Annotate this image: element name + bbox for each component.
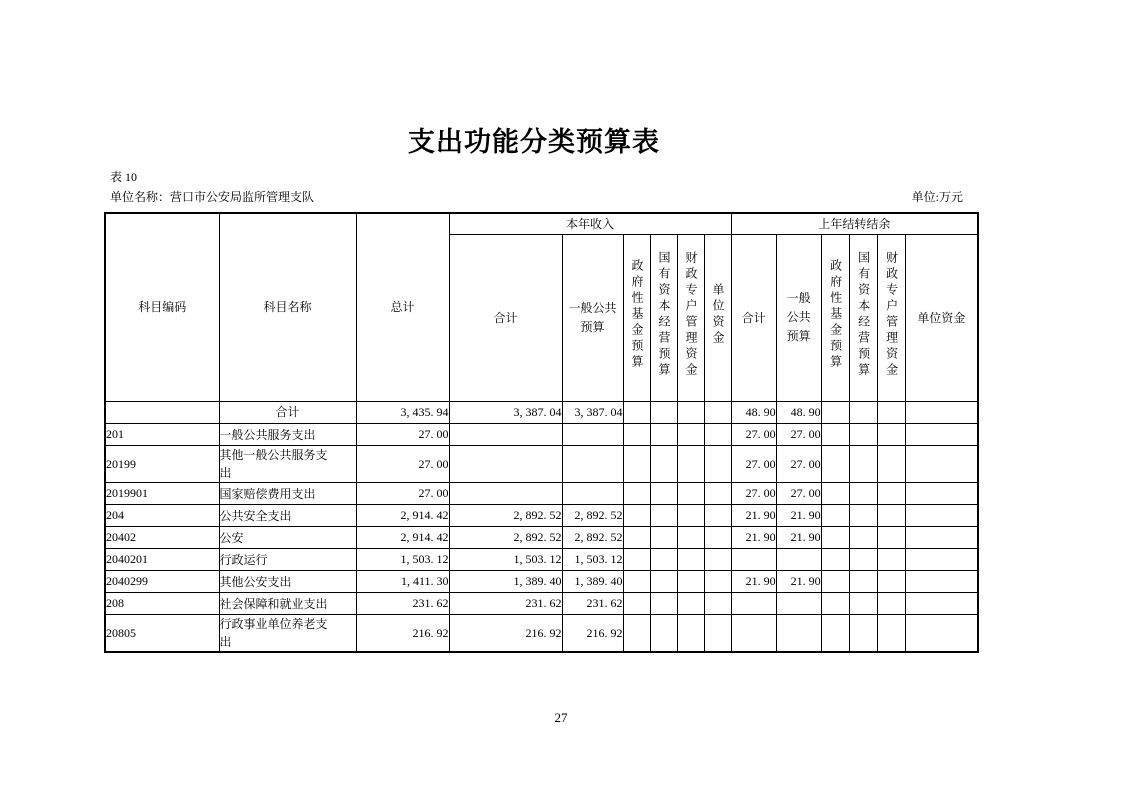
cell-name: 国家赔偿费用支出 <box>219 482 356 504</box>
cell-code: 2040299 <box>105 570 219 592</box>
cell-cur-general: 216. 92 <box>562 614 623 652</box>
cell-cur-gov-fund <box>623 504 650 526</box>
cell-prev-gov-fund <box>821 614 849 652</box>
cell-prev-unit-fund <box>905 570 978 592</box>
cell-prev-general <box>776 548 821 570</box>
cell-name: 其他一般公共服务支出 <box>219 445 356 482</box>
cell-prev-general: 21. 90 <box>776 570 821 592</box>
cell-cur-gov-fund <box>623 548 650 570</box>
cell-prev-gov-fund <box>821 526 849 548</box>
cell-name: 行政运行 <box>219 548 356 570</box>
cell-cur-fiscal-account <box>677 614 704 652</box>
cell-prev-unit-fund <box>905 548 978 570</box>
cell-cur-fiscal-account <box>677 548 704 570</box>
cell-prev-state-capital <box>849 401 877 423</box>
cell-prev-total: 21. 90 <box>731 570 776 592</box>
budget-table <box>104 212 979 653</box>
cell-prev-general <box>776 592 821 614</box>
cell-name: 合计 <box>219 401 356 423</box>
cell-prev-total: 27. 00 <box>731 445 776 482</box>
cell-code: 208 <box>105 592 219 614</box>
cell-name: 其他公安支出 <box>219 570 356 592</box>
table-row <box>105 482 978 504</box>
cell-cur-gov-fund <box>623 614 650 652</box>
cell-name: 社会保障和就业支出 <box>219 592 356 614</box>
cell-cur-fiscal-account <box>677 570 704 592</box>
cell-cur-total: 1, 503. 12 <box>449 548 562 570</box>
cell-cur-unit-fund <box>704 570 731 592</box>
cell-total: 231. 62 <box>356 592 449 614</box>
cell-cur-unit-fund <box>704 423 731 445</box>
document-title: 支出功能分类预算表 <box>408 127 660 157</box>
cell-code: 20199 <box>105 445 219 482</box>
cell-cur-fiscal-account <box>677 445 704 482</box>
cell-cur-general <box>562 445 623 482</box>
cell-total: 216. 92 <box>356 614 449 652</box>
header-current-general-budget: 一般公共预算 <box>562 234 623 401</box>
cell-prev-total: 21. 90 <box>731 504 776 526</box>
cell-prev-unit-fund <box>905 614 978 652</box>
cell-prev-total: 27. 00 <box>731 482 776 504</box>
cell-prev-unit-fund <box>905 445 978 482</box>
cell-total: 2, 914. 42 <box>356 526 449 548</box>
header-grand-total: 总计 <box>356 213 449 401</box>
cell-cur-total: 1, 389. 40 <box>449 570 562 592</box>
header-carryover-general-budget: 一般公共预算 <box>776 234 821 401</box>
cell-cur-general: 1, 503. 12 <box>562 548 623 570</box>
cell-cur-general: 231. 62 <box>562 592 623 614</box>
cell-cur-fiscal-account <box>677 423 704 445</box>
cell-prev-fiscal-account <box>877 570 905 592</box>
cell-prev-general: 21. 90 <box>776 504 821 526</box>
cell-total: 3, 435. 94 <box>356 401 449 423</box>
cell-cur-state-capital <box>650 504 677 526</box>
cell-prev-general: 21. 90 <box>776 526 821 548</box>
table-row <box>105 614 978 652</box>
cell-code: 2040201 <box>105 548 219 570</box>
cell-prev-unit-fund <box>905 592 978 614</box>
table-row <box>105 526 978 548</box>
header-carryover-state-capital-budget: 国有资本经营预算 <box>849 234 877 401</box>
cell-name: 行政事业单位养老支出 <box>219 614 356 652</box>
table-row <box>105 423 978 445</box>
header-current-unit-fund: 单位资金 <box>704 234 731 401</box>
cell-cur-general: 1, 389. 40 <box>562 570 623 592</box>
cell-prev-total <box>731 592 776 614</box>
cell-prev-unit-fund <box>905 482 978 504</box>
header-current-gov-fund-budget: 政府性基金预算 <box>623 234 650 401</box>
cell-prev-gov-fund <box>821 482 849 504</box>
cell-cur-unit-fund <box>704 504 731 526</box>
cell-cur-state-capital <box>650 548 677 570</box>
page-number: 27 <box>554 710 568 725</box>
header-carryover-unit-fund: 单位资金 <box>905 234 978 401</box>
table-row <box>105 570 978 592</box>
header-group-row <box>105 213 978 234</box>
cell-cur-state-capital <box>650 570 677 592</box>
cell-code: 20805 <box>105 614 219 652</box>
table-row <box>105 445 978 482</box>
cell-cur-total: 231. 62 <box>449 592 562 614</box>
cell-prev-gov-fund <box>821 401 849 423</box>
table-row <box>105 592 978 614</box>
header-current-total: 合计 <box>449 234 562 401</box>
cell-prev-gov-fund <box>821 592 849 614</box>
cell-prev-unit-fund <box>905 401 978 423</box>
cell-code: 204 <box>105 504 219 526</box>
cell-prev-state-capital <box>849 445 877 482</box>
cell-code: 201 <box>105 423 219 445</box>
header-current-fiscal-account-fund: 财政专户管理资金 <box>677 234 704 401</box>
cell-cur-fiscal-account <box>677 592 704 614</box>
cell-prev-general <box>776 614 821 652</box>
cell-cur-unit-fund <box>704 548 731 570</box>
cell-prev-gov-fund <box>821 548 849 570</box>
cell-prev-fiscal-account <box>877 548 905 570</box>
header-group-carryover: 上年结转结余 <box>731 213 978 234</box>
cell-prev-gov-fund <box>821 570 849 592</box>
unit-name: 单位名称：营口市公安局监所管理支队 <box>110 190 315 204</box>
cell-cur-gov-fund <box>623 482 650 504</box>
cell-prev-total <box>731 614 776 652</box>
cell-total: 1, 503. 12 <box>356 548 449 570</box>
cell-prev-fiscal-account <box>877 614 905 652</box>
cell-prev-unit-fund <box>905 504 978 526</box>
cell-cur-state-capital <box>650 526 677 548</box>
cell-prev-state-capital <box>849 482 877 504</box>
cell-total: 1, 411. 30 <box>356 570 449 592</box>
cell-cur-total: 216. 92 <box>449 614 562 652</box>
cell-cur-total <box>449 445 562 482</box>
cell-cur-fiscal-account <box>677 482 704 504</box>
cell-prev-total: 27. 00 <box>731 423 776 445</box>
cell-total: 2, 914. 42 <box>356 504 449 526</box>
cell-cur-fiscal-account <box>677 526 704 548</box>
cell-cur-general <box>562 482 623 504</box>
header-current-state-capital-budget: 国有资本经营预算 <box>650 234 677 401</box>
cell-cur-general: 2, 892. 52 <box>562 504 623 526</box>
cell-code: 2019901 <box>105 482 219 504</box>
cell-cur-total <box>449 482 562 504</box>
cell-cur-total: 2, 892. 52 <box>449 504 562 526</box>
cell-name: 公安 <box>219 526 356 548</box>
cell-cur-general: 3, 387. 04 <box>562 401 623 423</box>
cell-prev-fiscal-account <box>877 423 905 445</box>
cell-prev-general: 48. 90 <box>776 401 821 423</box>
cell-cur-unit-fund <box>704 401 731 423</box>
header-subject-name: 科目名称 <box>219 213 356 401</box>
cell-cur-gov-fund <box>623 401 650 423</box>
cell-prev-fiscal-account <box>877 482 905 504</box>
cell-prev-state-capital <box>849 570 877 592</box>
header-carryover-total: 合计 <box>731 234 776 401</box>
cell-prev-general: 27. 00 <box>776 423 821 445</box>
unit-info-row <box>110 188 963 205</box>
cell-cur-gov-fund <box>623 423 650 445</box>
cell-prev-total: 21. 90 <box>731 526 776 548</box>
cell-prev-general: 27. 00 <box>776 482 821 504</box>
cell-cur-unit-fund <box>704 592 731 614</box>
cell-cur-total: 2, 892. 52 <box>449 526 562 548</box>
cell-cur-gov-fund <box>623 445 650 482</box>
cell-cur-unit-fund <box>704 445 731 482</box>
cell-cur-state-capital <box>650 482 677 504</box>
cell-cur-gov-fund <box>623 570 650 592</box>
cell-cur-unit-fund <box>704 482 731 504</box>
cell-prev-gov-fund <box>821 423 849 445</box>
cell-cur-state-capital <box>650 401 677 423</box>
cell-prev-unit-fund <box>905 526 978 548</box>
cell-prev-fiscal-account <box>877 504 905 526</box>
cell-cur-state-capital <box>650 592 677 614</box>
header-group-current-year-income: 本年收入 <box>449 213 731 234</box>
cell-prev-state-capital <box>849 423 877 445</box>
cell-prev-unit-fund <box>905 423 978 445</box>
table-body <box>105 401 978 652</box>
cell-prev-state-capital <box>849 548 877 570</box>
cell-prev-fiscal-account <box>877 526 905 548</box>
cell-cur-total: 3, 387. 04 <box>449 401 562 423</box>
cell-total: 27. 00 <box>356 423 449 445</box>
table-number: 表 10 <box>110 170 138 184</box>
header-subject-code: 科目编码 <box>105 213 219 401</box>
cell-prev-total: 48. 90 <box>731 401 776 423</box>
table-row <box>105 548 978 570</box>
header-carryover-gov-fund-budget: 政府性基金预算 <box>821 234 849 401</box>
cell-name: 公共安全支出 <box>219 504 356 526</box>
unit-measure: 单位:万元 <box>911 190 963 204</box>
cell-prev-total <box>731 548 776 570</box>
cell-cur-general <box>562 423 623 445</box>
cell-cur-gov-fund <box>623 526 650 548</box>
cell-cur-state-capital <box>650 445 677 482</box>
table-row <box>105 401 978 423</box>
cell-prev-state-capital <box>849 614 877 652</box>
cell-cur-unit-fund <box>704 614 731 652</box>
cell-cur-fiscal-account <box>677 401 704 423</box>
cell-cur-unit-fund <box>704 526 731 548</box>
cell-prev-general: 27. 00 <box>776 445 821 482</box>
cell-cur-general: 2, 892. 52 <box>562 526 623 548</box>
cell-prev-fiscal-account <box>877 445 905 482</box>
cell-cur-state-capital <box>650 614 677 652</box>
cell-cur-gov-fund <box>623 592 650 614</box>
cell-prev-gov-fund <box>821 445 849 482</box>
cell-prev-fiscal-account <box>877 592 905 614</box>
cell-cur-state-capital <box>650 423 677 445</box>
cell-code: 20402 <box>105 526 219 548</box>
cell-prev-state-capital <box>849 592 877 614</box>
cell-prev-fiscal-account <box>877 401 905 423</box>
cell-prev-state-capital <box>849 504 877 526</box>
table-row <box>105 504 978 526</box>
cell-cur-total <box>449 423 562 445</box>
cell-total: 27. 00 <box>356 445 449 482</box>
cell-total: 27. 00 <box>356 482 449 504</box>
cell-name: 一般公共服务支出 <box>219 423 356 445</box>
cell-prev-state-capital <box>849 526 877 548</box>
cell-prev-gov-fund <box>821 504 849 526</box>
header-carryover-fiscal-account-fund: 财政专户管理资金 <box>877 234 905 401</box>
cell-cur-fiscal-account <box>677 504 704 526</box>
cell-code <box>105 401 219 423</box>
